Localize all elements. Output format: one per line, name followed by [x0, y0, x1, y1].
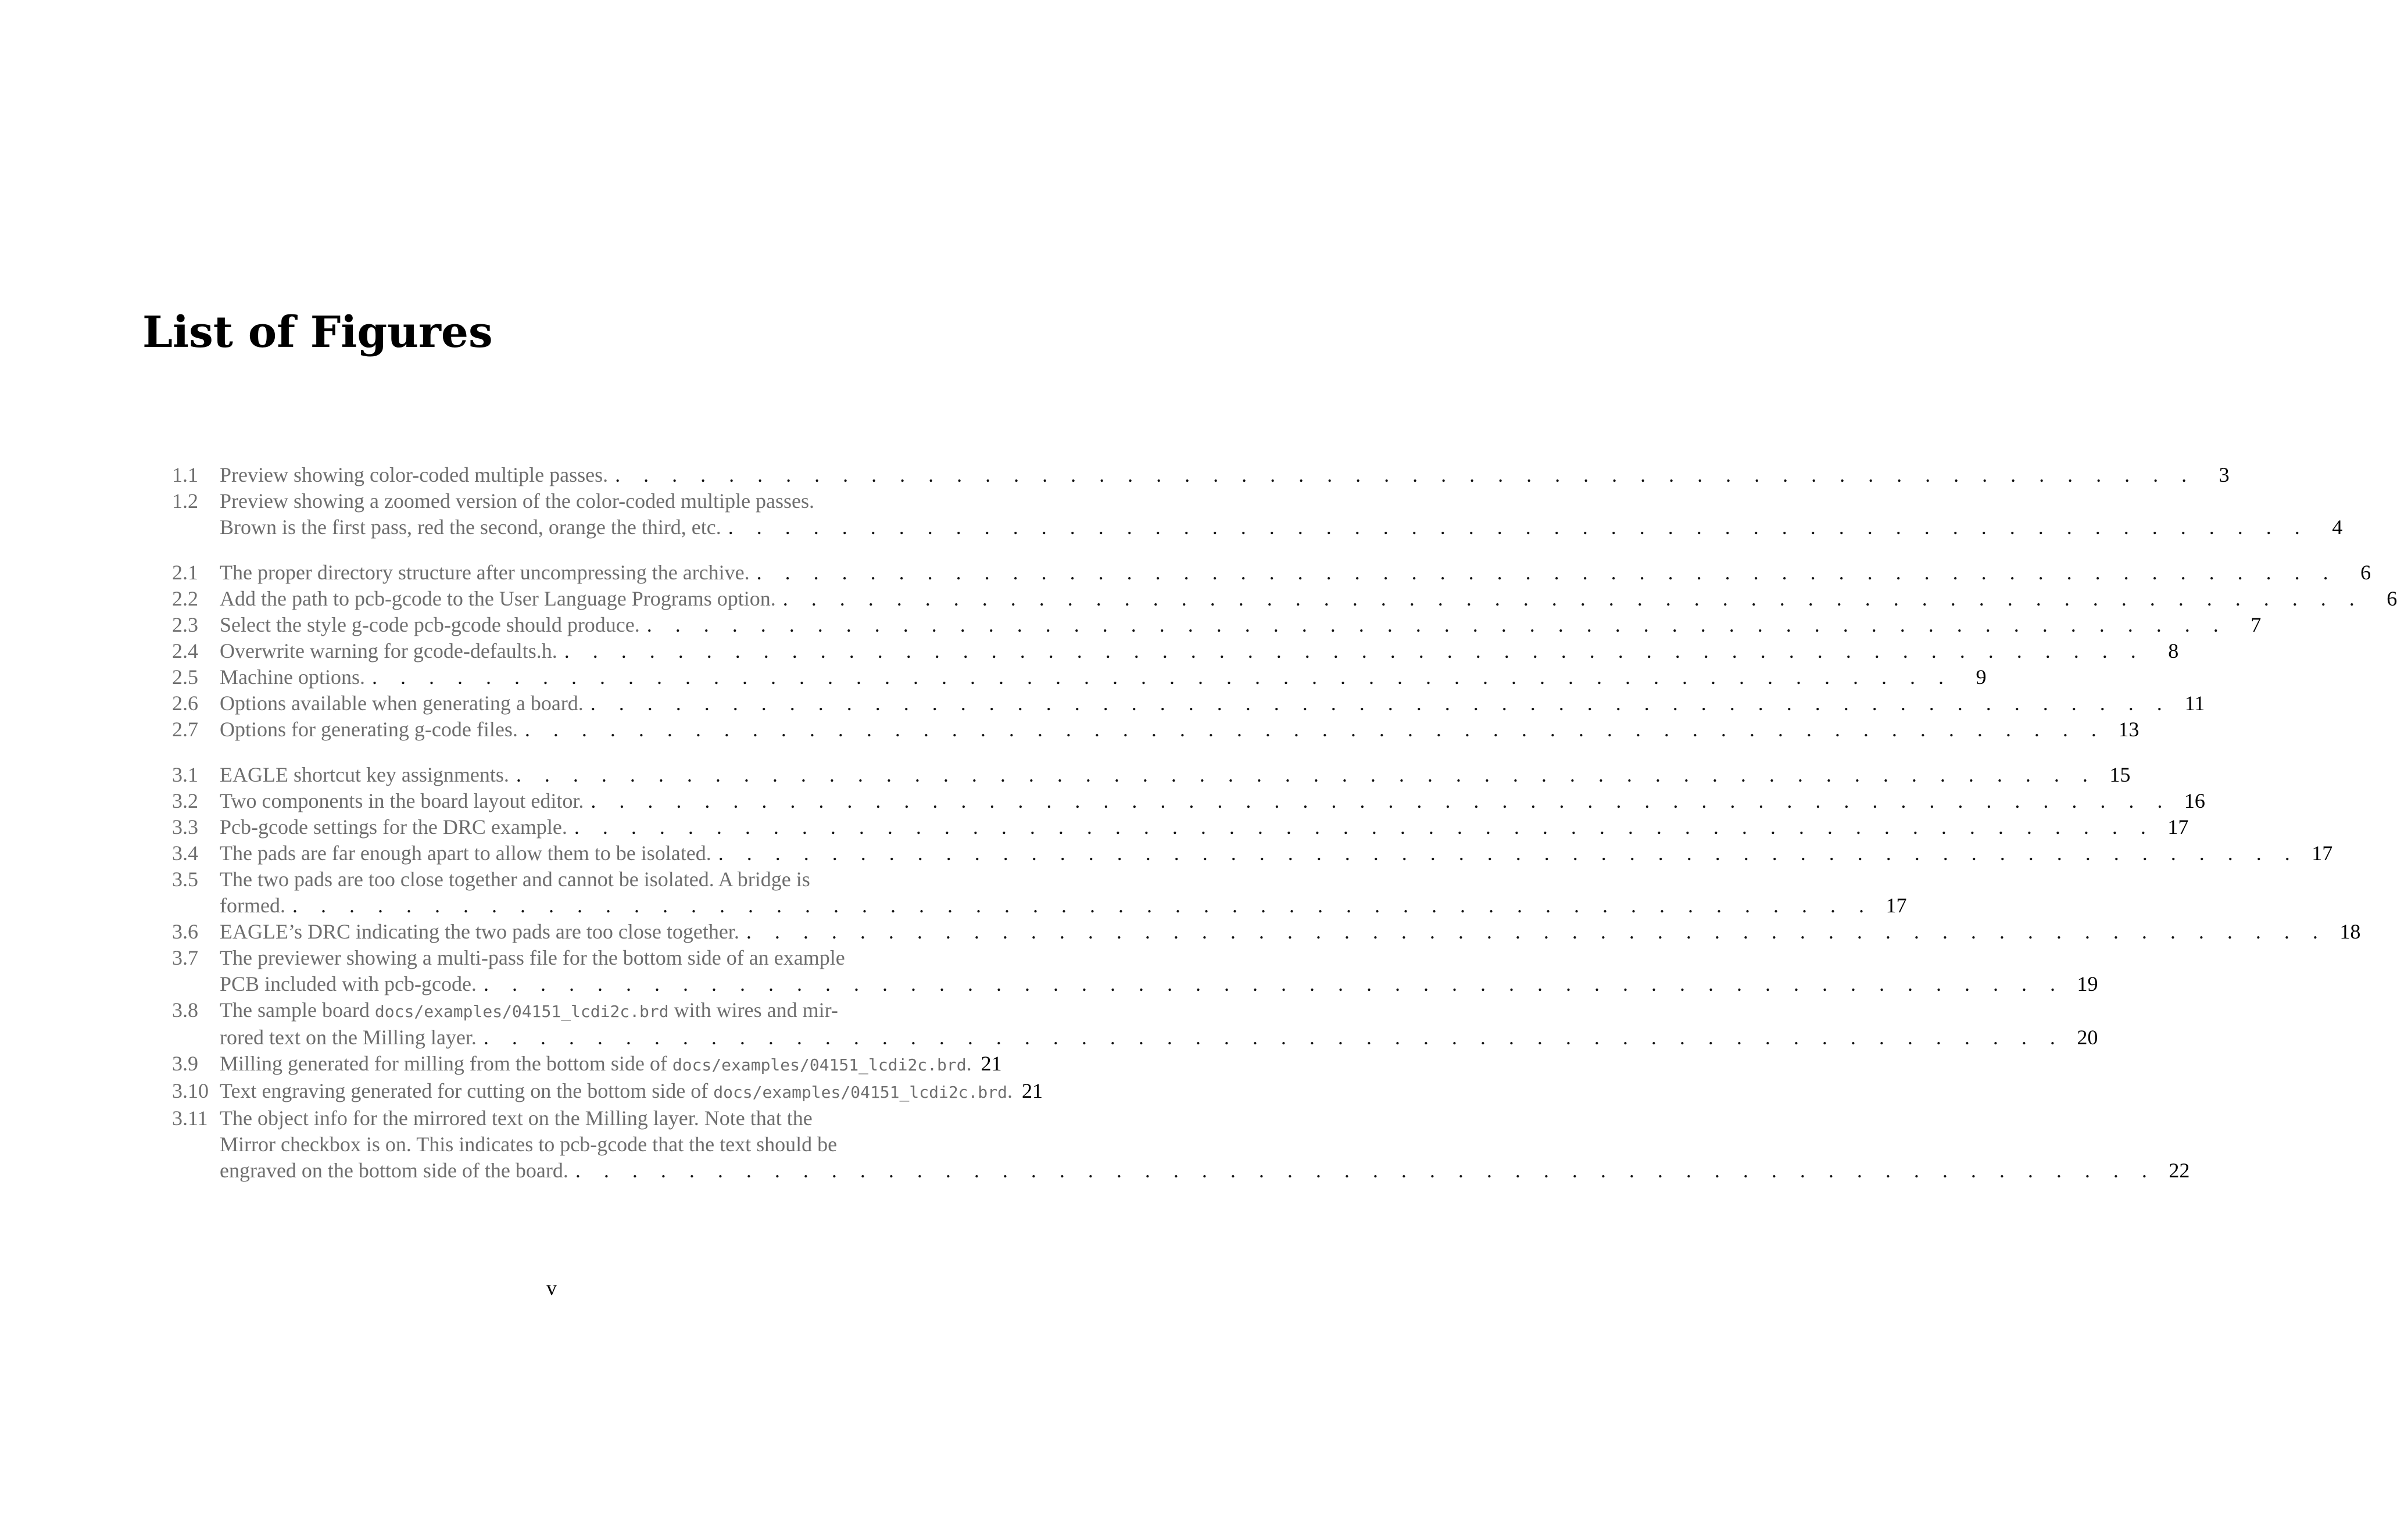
caption-text: The sample board: [220, 998, 375, 1022]
figure-caption-line: Mirror checkbox is on. This indicates to pcb-gcode that the text should be: [220, 1133, 838, 1156]
figure-entry-2-3[interactable]: [172, 612, 2262, 638]
dot-leader: . . . . . . . . . . . . . . . . . . . . . . . . . . . . . . . . . . . . . . . . . . . . . . . . . . . . . . . .: [728, 515, 2309, 539]
figure-number: 3.2: [172, 789, 198, 812]
figure-number: 3.7: [172, 946, 198, 969]
figure-entry-2-6[interactable]: [172, 690, 2205, 717]
caption-text: .: [966, 1052, 972, 1075]
page-ref: 21: [1021, 1079, 1043, 1102]
chapter-2-group: [172, 560, 2397, 743]
chapter-1-group: [172, 462, 2343, 540]
figure-number: 2.1: [172, 561, 198, 584]
figure-caption-line: Preview showing a zoomed version of the color-coded multiple passes.: [220, 489, 815, 513]
figure-entry-3-6[interactable]: [172, 919, 2361, 945]
figure-caption: Options available when generating a board.: [220, 692, 584, 715]
page-ref: 4: [2332, 515, 2343, 539]
figure-number: 2.5: [172, 665, 198, 689]
figure-number: 2.4: [172, 639, 198, 662]
page-ref: 6: [2387, 587, 2397, 610]
figure-number: 2.3: [172, 613, 198, 636]
file-path: docs/examples/04151_lcdi2c.brd: [672, 1055, 967, 1075]
dot-leader: . . . . . . . . . . . . . . . . . . . . . . . . . . . . . . . . . . . . . . . . . . . . . . . . . . . . . . . .: [782, 587, 2364, 610]
figure-number: 3.10: [172, 1079, 209, 1102]
figure-number: 2.2: [172, 587, 198, 610]
caption-text: with wires and mir-: [668, 998, 838, 1022]
figure-number: 1.2: [172, 489, 198, 513]
figure-entry-2-2[interactable]: [172, 586, 2397, 612]
figure-caption: Select the style g-code pcb-gcode should produce.: [220, 613, 640, 636]
page-ref: 17: [2167, 815, 2189, 839]
figure-caption: Options for generating g-code files.: [220, 718, 518, 741]
figure-entry-3-4[interactable]: [172, 840, 2333, 866]
figure-caption: EAGLE shortcut key assignments.: [220, 763, 509, 786]
figure-number: 3.5: [172, 868, 198, 891]
chapter-3-group: [172, 762, 2361, 1184]
figure-number: 1.1: [172, 463, 198, 486]
page-ref: 8: [2168, 639, 2179, 662]
dot-leader: . . . . . . . . . . . . . . . . . . . . . . . . . . . . . . . . . . . . . . . . . . . . . . . . . . . . . . . .: [575, 1159, 2156, 1182]
list-of-figures: [172, 462, 2397, 1203]
dot-leader: . . . . . . . . . . . . . . . . . . . . . . . . . . . . . . . . . . . . . . . . . . . . . . . . . . . . . . . .: [718, 841, 2299, 865]
figure-caption: Preview showing color-coded multiple passes.: [220, 463, 609, 486]
figure-caption: The pads are far enough apart to allow them to be isolated.: [220, 841, 711, 865]
page-ref: 21: [981, 1052, 1002, 1075]
figure-caption: [220, 1078, 1013, 1105]
figure-caption: Overwrite warning for gcode-defaults.h.: [220, 639, 557, 662]
figure-caption: rored text on the Milling layer.: [220, 1026, 477, 1049]
page-ref: 17: [1886, 894, 1907, 917]
page-ref: 18: [2339, 920, 2361, 943]
figure-caption: Machine options.: [220, 665, 365, 689]
dot-leader: . . . . . . . . . . . . . . . . . . . . . . . . . . . . . . . . . . . . . . . . . . . . . . . . . . . . . . . .: [574, 815, 2155, 839]
dot-leader: . . . . . . . . . . . . . . . . . . . . . . . . . . . . . . . . . . . . . . . . . . . . . . . . . . . . . . . .: [516, 763, 2097, 786]
dot-leader: . . . . . . . . . . . . . . . . . . . . . . . . . . . . . . . . . . . . . . . . . . . . . . . . . . . . . . . .: [292, 894, 1873, 917]
figure-entry-1-1[interactable]: [172, 462, 2230, 488]
figure-caption: Add the path to pcb-gcode to the User Language Programs option.: [220, 587, 776, 610]
page-title: List of Figures: [142, 307, 493, 357]
figure-entry-3-1[interactable]: [172, 762, 2131, 788]
dot-leader: . . . . . . . . . . . . . . . . . . . . . . . . . . . . . . . . . . . . . . . . . . . . . . . . . . . . . . . .: [483, 1026, 2065, 1049]
figure-caption: The proper directory structure after uncompressing the archive.: [220, 561, 750, 584]
page-ref: 3: [2219, 463, 2230, 486]
dot-leader: . . . . . . . . . . . . . . . . . . . . . . . . . . . . . . . . . . . . . . . . . . . . . . . . . . . . . . . .: [590, 692, 2171, 715]
dot-leader: . . . . . . . . . . . . . . . . . . . . . . . . . . . . . . . . . . . . . . . . . . . . . . . . . . . . . . . .: [483, 972, 2065, 995]
caption-text: .: [1007, 1079, 1013, 1102]
page-ref: 17: [2312, 841, 2333, 865]
dot-leader: . . . . . . . . . . . . . . . . . . . . . . . . . . . . . . . . . . . . . . . . . . . . . . . . . . . . . . . .: [591, 789, 2171, 812]
figure-entry-2-1[interactable]: [172, 560, 2371, 586]
figure-caption: Brown is the first pass, red the second, orange the third, etc.: [220, 515, 721, 539]
figure-number: 2.7: [172, 718, 198, 741]
dot-leader: . . . . . . . . . . . . . . . . . . . . . . . . . . . . . . . . . . . . . . . . . . . . . . . . . . . . . . . .: [371, 665, 1953, 689]
page-ref: 19: [2077, 972, 2098, 995]
figure-entry-3-9[interactable]: [172, 1051, 1002, 1078]
caption-text: Milling generated for milling from the bottom side of: [220, 1052, 672, 1075]
figure-caption: Two components in the board layout editor.: [220, 789, 584, 812]
figure-entry-2-5[interactable]: [172, 664, 1987, 690]
page-number: v: [546, 1276, 557, 1299]
figure-entry-2-4[interactable]: [172, 638, 2179, 664]
dot-leader: . . . . . . . . . . . . . . . . . . . . . . . . . . . . . . . . . . . . . . . . . . . . . . . . . . . . . . . .: [756, 561, 2338, 584]
page-ref: 15: [2109, 763, 2131, 786]
page-ref: 22: [2169, 1159, 2190, 1182]
file-path: docs/examples/04151_lcdi2c.brd: [713, 1083, 1007, 1102]
figure-number: 2.6: [172, 692, 198, 715]
figure-caption: Pcb-gcode settings for the DRC example.: [220, 815, 567, 839]
file-path: docs/examples/04151_lcdi2c.brd: [374, 1002, 669, 1021]
page-ref: 11: [2184, 692, 2205, 715]
dot-leader: . . . . . . . . . . . . . . . . . . . . . . . . . . . . . . . . . . . . . . . . . . . . . . . . . . . . . . . .: [524, 718, 2106, 741]
figure-caption-line: The object info for the mirrored text on the Milling layer. Note that the: [220, 1106, 813, 1130]
figure-number: 3.11: [172, 1106, 208, 1130]
figure-entry-3-8[interactable]: [172, 997, 2098, 1051]
figure-caption: PCB included with pcb-gcode.: [220, 972, 477, 995]
dot-leader: . . . . . . . . . . . . . . . . . . . . . . . . . . . . . . . . . . . . . . . . . . . . . . . . . . . . . . . .: [564, 639, 2145, 662]
page-ref: 20: [2077, 1026, 2098, 1049]
page-ref: 16: [2184, 789, 2205, 812]
figure-entry-3-11[interactable]: [172, 1105, 2190, 1184]
figure-entry-2-7[interactable]: [172, 717, 2140, 743]
figure-entry-3-5[interactable]: [172, 866, 1907, 919]
dot-leader: . . . . . . . . . . . . . . . . . . . . . . . . . . . . . . . . . . . . . . . . . . . . . . . . . . . . . . . .: [615, 463, 2196, 486]
page-ref: 7: [2251, 613, 2262, 636]
figure-entry-3-10[interactable]: [172, 1078, 1043, 1105]
figure-caption: EAGLE’s DRC indicating the two pads are too close together.: [220, 920, 739, 943]
figure-entry-3-7[interactable]: [172, 945, 2098, 997]
page-ref: 9: [1976, 665, 1987, 689]
figure-caption-line: The two pads are too close together and cannot be isolated. A bridge is: [220, 868, 810, 891]
page-ref: 13: [2118, 718, 2140, 741]
figure-entry-1-2[interactable]: [172, 488, 2343, 540]
figure-number: 3.6: [172, 920, 198, 943]
figure-caption: engraved on the bottom side of the board.: [220, 1159, 568, 1182]
figure-caption: [220, 1051, 972, 1078]
figure-number: 3.9: [172, 1052, 198, 1075]
figure-number: 3.8: [172, 998, 198, 1022]
figure-caption: formed.: [220, 894, 285, 917]
figure-entry-3-2[interactable]: [172, 788, 2205, 814]
caption-text: Text engraving generated for cutting on the bottom side of: [220, 1079, 714, 1102]
page-ref: 6: [2360, 561, 2371, 584]
dot-leader: . . . . . . . . . . . . . . . . . . . . . . . . . . . . . . . . . . . . . . . . . . . . . . . . . . . . . . . .: [746, 920, 2327, 943]
figure-number: 3.4: [172, 841, 198, 865]
figure-entry-3-3[interactable]: [172, 814, 2189, 840]
figure-caption-line: [220, 997, 968, 1025]
figure-caption-line: The previewer showing a multi-pass file for the bottom side of an example: [220, 946, 845, 969]
dot-leader: . . . . . . . . . . . . . . . . . . . . . . . . . . . . . . . . . . . . . . . . . . . . . . . . . . . . . . . .: [646, 613, 2228, 636]
figure-number: 3.1: [172, 763, 198, 786]
figure-number: 3.3: [172, 815, 198, 839]
